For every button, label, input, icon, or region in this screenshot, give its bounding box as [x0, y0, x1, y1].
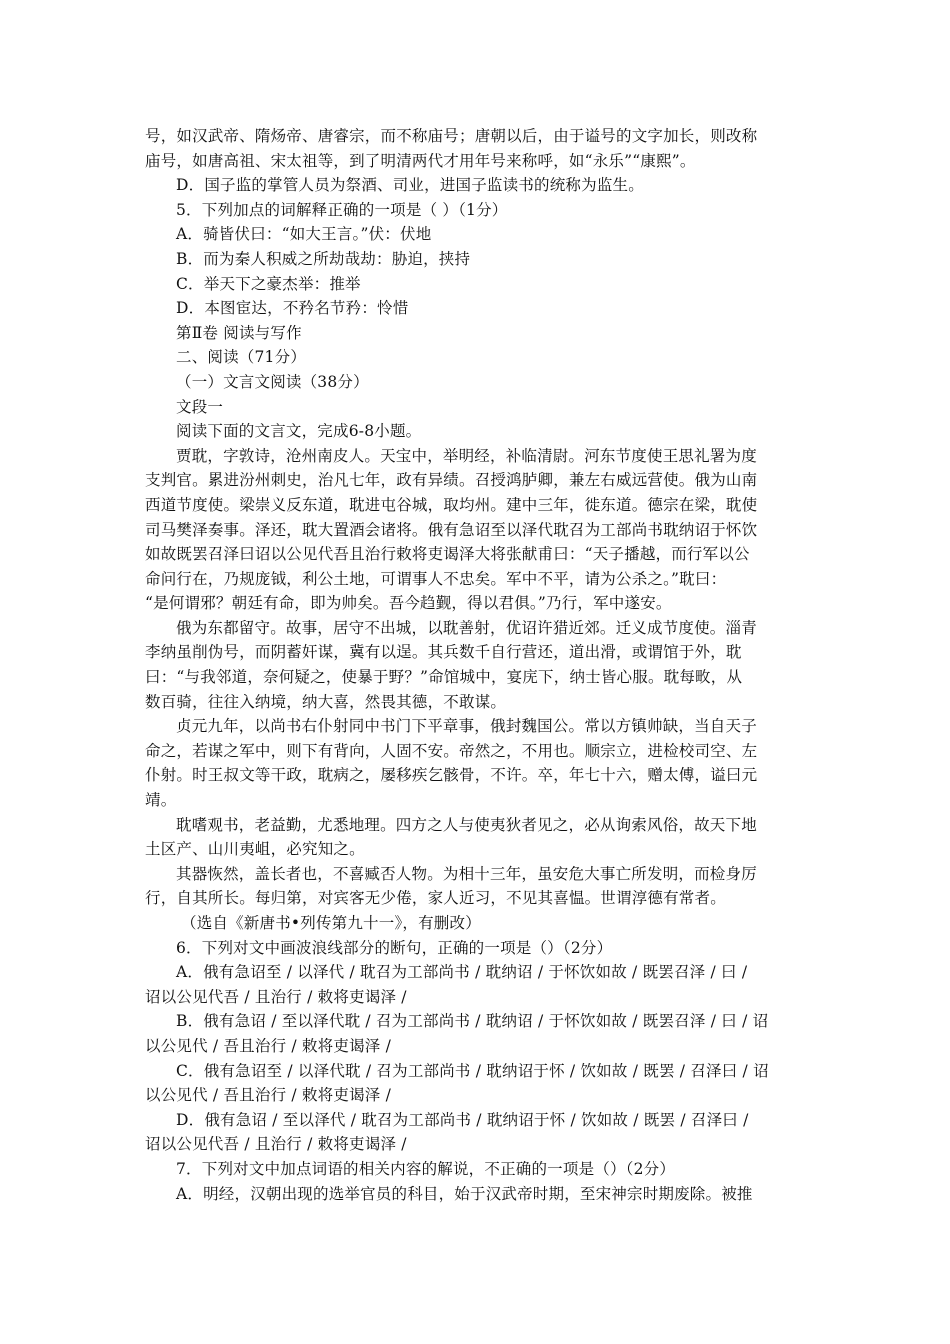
text-line: D．本图宦达，不矜名节矜：怜惜: [176, 299, 409, 318]
text-line: （选自《新唐书•列传第九十一》，有删改）: [181, 914, 481, 932]
text-line: D．俄有急诏 / 至以泽代 / 耽召为工部尚书 / 耽纳诏于怀 / 饮如故 / 既罢 / 召泽曰 /: [176, 1110, 749, 1129]
text-line: 文段一: [176, 397, 224, 416]
text-line: 以公见代 / 吾且治行 / 敕将吏谒泽 /: [145, 1086, 392, 1105]
text-line: 庙号，如唐高祖、宋太祖等，到了明清两代才用年号来称呼，如“永乐”“康熙”。: [145, 151, 696, 170]
text-line: 诏以公见代吾 / 且治行 / 敕将吏谒泽 /: [145, 1135, 407, 1154]
text-line: 仆射。时王叔文等干政，耽病之，屡移疾乞骸骨，不许。卒，年七十六，赠太傅，谥曰元: [145, 766, 758, 785]
text-line: 号，如汉武帝、隋炀帝、唐睿宗，而不称庙号；唐朝以后，由于谥号的文字加长，则改称: [145, 127, 758, 145]
text-line: C．举天下之豪杰举：推举: [176, 274, 361, 293]
document-body: [145, 124, 805, 1206]
text-line: B．俄有急诏 / 至以泽代耽 / 召为工部尚书 / 耽纳诏 / 于怀饮如故 / 既罢召泽 / 曰 / 诏: [176, 1012, 769, 1031]
text-line: 5．下列加点的词解释正确的一项是（ ）（1分）: [176, 200, 508, 219]
text-line: 以公见代 / 吾且治行 / 敕将吏谒泽 /: [145, 1036, 392, 1055]
text-line: 数百骑，往往入纳境，纳大喜，然畏其德，不敢谋。: [145, 692, 507, 711]
text-line: 支判官。累进汾州刺史，治凡七年，政有异绩。召授鸿胪卿，兼左右威远营使。俄为山南: [145, 471, 758, 490]
text-line: 行，自其所长。每归第，对宾客无少倦，家人近习，不见其喜愠。世谓淳德有常者。: [145, 889, 726, 908]
text-line: 靖。: [145, 791, 177, 810]
text-line: 诏以公见代吾 / 且治行 / 敕将吏谒泽 /: [145, 987, 407, 1006]
text-line: （一）文言文阅读（38分）: [176, 372, 369, 391]
text-line: 其器恢然，盖长者也，不喜臧否人物。为相十三年，虽安危大事亡所发明，而检身厉: [176, 864, 757, 883]
text-line: C．俄有急诏至 / 以泽代耽 / 召为工部尚书 / 耽纳诏于怀 / 饮如故 / 既罢 / 召泽曰 / 诏: [176, 1061, 769, 1080]
text-line: 俄为东都留守。故事，居守不出城，以耽善射，优诏许猎近郊。迁义成节度使。淄青: [176, 618, 757, 637]
text-line: 二、阅读（71分）: [176, 348, 307, 367]
text-line: 耽嗜观书，老益勤，尤悉地理。四方之人与使夷狄者见之，必从询索风俗，故天下地: [176, 815, 757, 834]
text-line: 命问行在，乃规庞钺，利公土地，可谓事人不忠矣。军中不平，请为公杀之。”耽曰：: [145, 569, 727, 588]
text-line: A．俄有急诏至 / 以泽代 / 耽召为工部尚书 / 耽纳诏 / 于怀饮如故 / 既罢召泽 / 曰 /: [176, 963, 748, 982]
text-line: 曰：“与我邻道，奈何疑之，使暴于野？”命馆城中，宴庑下，纳士皆心服。耽每畋，从: [145, 668, 743, 687]
text-line: 土区产、山川夷岨，必究知之。: [145, 840, 365, 859]
text-line: 7．下列对文中加点词语的相关内容的解说，不正确的一项是（）（2分）: [176, 1159, 676, 1178]
text-line: 司马樊泽奏事。泽还，耽大置酒会诸将。俄有急诏至以泽代耽召为工部尚书耽纳诏于怀饮: [145, 520, 758, 539]
text-line: 西道节度使。梁崇义反东道，耽进屯谷城，取均州。建中三年，徙东道。德宗在梁，耽使: [145, 495, 758, 514]
text-line: 阅读下面的文言文，完成6-8小题。: [176, 422, 422, 441]
text-line: B．而为秦人积威之所劫哉劫：胁迫，挟持: [176, 249, 471, 268]
text-line: 贞元九年，以尚书右仆射同中书门下平章事，俄封魏国公。常以方镇帅缺，当自天子: [176, 717, 757, 736]
text-line: A．骑皆伏曰：“如大王言。”伏：伏地: [176, 225, 432, 244]
text-line: A．明经，汉朝出现的选举官员的科目，始于汉武帝时期，至宋神宗时期废除。被推: [176, 1184, 753, 1203]
text-line: 如故既罢召泽曰诏以公见代吾且治行敕将吏谒泽大将张献甫曰：“天子播越，而行军以公: [145, 545, 750, 564]
text-line: 6．下列对文中画波浪线部分的断句，正确的一项是（）（2分）: [176, 938, 613, 957]
text-line: “是何谓邪？朝廷有命，即为帅矣。吾今趋觐，得以君俱。”乃行，军中遂安。: [145, 594, 672, 613]
text-line: D．国子监的掌管人员为祭酒、司业，进国子监读书的统称为监生。: [176, 176, 644, 195]
text-line: 贾耽，字敦诗，沧州南皮人。天宝中，举明经，补临清尉。河东节度使王思礼署为度: [176, 446, 757, 465]
text-line: 命之，若谋之军中，则下有背向，人固不安。帝然之，不用也。顺宗立，进检校司空、左: [145, 741, 758, 760]
text-line: 李纳虽削伪号，而阴蓄奸谋，冀有以逞。其兵数千自行营还，道出滑，或谓馆于外，耽: [145, 643, 742, 662]
text-line: 第Ⅱ卷 阅读与写作: [176, 323, 302, 342]
